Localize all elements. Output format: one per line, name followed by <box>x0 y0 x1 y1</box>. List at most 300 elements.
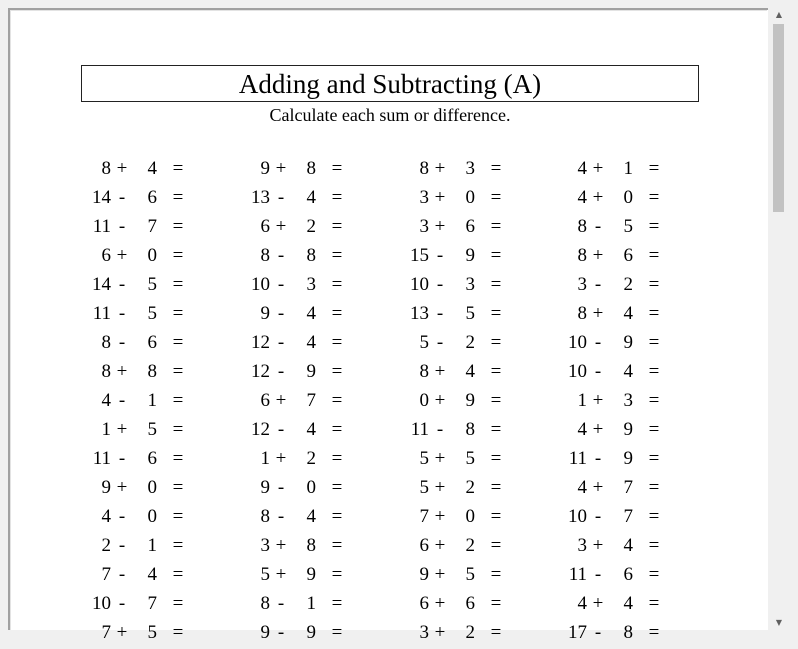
second-operand: 5 <box>465 303 475 324</box>
problem-row <box>236 560 356 589</box>
problem-row <box>77 357 197 386</box>
operator: + <box>592 303 604 324</box>
first-operand: 11 <box>410 419 429 440</box>
problem-row <box>77 444 197 473</box>
equals-sign: = <box>490 216 502 237</box>
second-operand: 9 <box>465 390 475 411</box>
second-operand: 7 <box>623 506 633 527</box>
equals-sign: = <box>648 535 660 556</box>
operator: + <box>275 390 287 411</box>
first-operand: 8 <box>260 245 270 266</box>
equals-sign: = <box>648 622 660 643</box>
equals-sign: = <box>490 564 502 585</box>
first-operand: 10 <box>568 332 587 353</box>
first-operand: 11 <box>92 216 111 237</box>
first-operand: 4 <box>577 477 587 498</box>
operator: - <box>277 187 285 208</box>
equals-sign: = <box>490 361 502 382</box>
operator: + <box>592 535 604 556</box>
operator: - <box>594 361 602 382</box>
equals-sign: = <box>490 477 502 498</box>
first-operand: 5 <box>419 448 429 469</box>
first-operand: 11 <box>568 564 587 585</box>
equals-sign: = <box>648 216 660 237</box>
problem-row <box>553 183 673 212</box>
operator: - <box>118 506 126 527</box>
second-operand: 0 <box>306 477 316 498</box>
operator: - <box>277 274 285 295</box>
operator: + <box>434 506 446 527</box>
problem-row <box>553 560 673 589</box>
first-operand: 9 <box>260 622 270 643</box>
problem-row <box>395 357 515 386</box>
scrollbar-thumb[interactable] <box>773 24 784 212</box>
problem-row <box>236 618 356 647</box>
second-operand: 5 <box>147 622 157 643</box>
second-operand: 6 <box>623 245 633 266</box>
equals-sign: = <box>172 535 184 556</box>
operator: + <box>434 448 446 469</box>
problem-row <box>395 328 515 357</box>
equals-sign: = <box>648 361 660 382</box>
first-operand: 6 <box>260 216 270 237</box>
operator: + <box>116 361 128 382</box>
operator: + <box>275 535 287 556</box>
operator: + <box>116 245 128 266</box>
second-operand: 2 <box>465 535 475 556</box>
first-operand: 4 <box>577 158 587 179</box>
first-operand: 9 <box>260 303 270 324</box>
second-operand: 5 <box>623 216 633 237</box>
second-operand: 6 <box>623 564 633 585</box>
operator: + <box>592 158 604 179</box>
second-operand: 4 <box>306 419 316 440</box>
second-operand: 4 <box>623 535 633 556</box>
problem-row <box>553 357 673 386</box>
first-operand: 14 <box>92 187 111 208</box>
first-operand: 8 <box>101 158 111 179</box>
second-operand: 9 <box>465 245 475 266</box>
problem-row <box>553 589 673 618</box>
problem-row <box>236 357 356 386</box>
equals-sign: = <box>331 506 343 527</box>
operator: - <box>594 448 602 469</box>
first-operand: 12 <box>251 361 270 382</box>
equals-sign: = <box>331 477 343 498</box>
first-operand: 7 <box>419 506 429 527</box>
problem-row <box>77 531 197 560</box>
problem-row <box>236 241 356 270</box>
operator: - <box>118 564 126 585</box>
equals-sign: = <box>172 564 184 585</box>
second-operand: 0 <box>147 477 157 498</box>
problem-row <box>395 618 515 647</box>
problem-row <box>236 444 356 473</box>
first-operand: 6 <box>101 245 111 266</box>
problem-row <box>236 154 356 183</box>
operator: - <box>118 535 126 556</box>
problem-row <box>77 328 197 357</box>
problem-row <box>553 444 673 473</box>
second-operand: 9 <box>623 419 633 440</box>
operator: - <box>277 332 285 353</box>
equals-sign: = <box>331 245 343 266</box>
operator: + <box>275 216 287 237</box>
first-operand: 11 <box>92 303 111 324</box>
second-operand: 5 <box>465 564 475 585</box>
second-operand: 7 <box>147 216 157 237</box>
first-operand: 10 <box>568 506 587 527</box>
problem-row <box>77 473 197 502</box>
problem-row <box>236 502 356 531</box>
first-operand: 10 <box>410 274 429 295</box>
problem-row <box>236 415 356 444</box>
scroll-down-arrow-icon[interactable]: ▼ <box>775 618 783 627</box>
operator: - <box>277 593 285 614</box>
equals-sign: = <box>172 361 184 382</box>
second-operand: 4 <box>147 158 157 179</box>
problem-row <box>553 241 673 270</box>
operator: - <box>436 303 444 324</box>
equals-sign: = <box>331 390 343 411</box>
second-operand: 5 <box>147 303 157 324</box>
problem-row <box>236 589 356 618</box>
second-operand: 4 <box>623 593 633 614</box>
operator: - <box>118 303 126 324</box>
first-operand: 4 <box>577 419 587 440</box>
problem-row <box>236 386 356 415</box>
first-operand: 12 <box>251 419 270 440</box>
first-operand: 12 <box>251 332 270 353</box>
equals-sign: = <box>490 419 502 440</box>
operator: - <box>594 622 602 643</box>
first-operand: 1 <box>260 448 270 469</box>
equals-sign: = <box>490 274 502 295</box>
operator: - <box>277 303 285 324</box>
first-operand: 3 <box>419 187 429 208</box>
operator: + <box>592 419 604 440</box>
second-operand: 1 <box>147 535 157 556</box>
problem-row <box>77 618 197 647</box>
first-operand: 2 <box>101 535 111 556</box>
operator: - <box>436 332 444 353</box>
second-operand: 2 <box>465 622 475 643</box>
second-operand: 7 <box>147 593 157 614</box>
first-operand: 6 <box>419 593 429 614</box>
equals-sign: = <box>331 361 343 382</box>
first-operand: 11 <box>568 448 587 469</box>
operator: + <box>434 622 446 643</box>
operator: - <box>594 506 602 527</box>
operator: + <box>592 593 604 614</box>
problem-row <box>236 270 356 299</box>
problem-row <box>553 531 673 560</box>
first-operand: 8 <box>101 332 111 353</box>
second-operand: 9 <box>306 622 316 643</box>
problem-row <box>553 618 673 647</box>
operator: + <box>434 535 446 556</box>
second-operand: 8 <box>306 158 316 179</box>
problem-row <box>395 473 515 502</box>
problem-row <box>395 183 515 212</box>
second-operand: 6 <box>465 593 475 614</box>
first-operand: 13 <box>410 303 429 324</box>
first-operand: 9 <box>260 158 270 179</box>
equals-sign: = <box>648 332 660 353</box>
problem-row <box>553 415 673 444</box>
equals-sign: = <box>172 506 184 527</box>
first-operand: 4 <box>577 187 587 208</box>
equals-sign: = <box>172 477 184 498</box>
first-operand: 4 <box>101 506 111 527</box>
second-operand: 0 <box>147 506 157 527</box>
second-operand: 4 <box>306 506 316 527</box>
second-operand: 5 <box>147 419 157 440</box>
second-operand: 5 <box>147 274 157 295</box>
first-operand: 1 <box>101 419 111 440</box>
operator: + <box>592 187 604 208</box>
problem-row <box>553 328 673 357</box>
first-operand: 3 <box>419 622 429 643</box>
scroll-up-arrow-icon[interactable]: ▲ <box>775 10 783 19</box>
problem-row <box>77 560 197 589</box>
operator: - <box>594 332 602 353</box>
second-operand: 6 <box>147 332 157 353</box>
operator: + <box>592 390 604 411</box>
problem-row <box>395 299 515 328</box>
problem-row <box>236 328 356 357</box>
second-operand: 8 <box>306 245 316 266</box>
second-operand: 7 <box>623 477 633 498</box>
second-operand: 0 <box>623 187 633 208</box>
first-operand: 8 <box>419 361 429 382</box>
problem-row <box>395 386 515 415</box>
problem-row <box>77 415 197 444</box>
second-operand: 9 <box>306 564 316 585</box>
equals-sign: = <box>331 158 343 179</box>
equals-sign: = <box>490 535 502 556</box>
problem-row <box>77 502 197 531</box>
operator: - <box>118 390 126 411</box>
equals-sign: = <box>172 158 184 179</box>
equals-sign: = <box>648 419 660 440</box>
first-operand: 8 <box>577 216 587 237</box>
second-operand: 2 <box>306 216 316 237</box>
second-operand: 4 <box>306 332 316 353</box>
second-operand: 1 <box>147 390 157 411</box>
equals-sign: = <box>648 390 660 411</box>
equals-sign: = <box>172 303 184 324</box>
problem-row <box>236 212 356 241</box>
operator: - <box>277 622 285 643</box>
equals-sign: = <box>490 506 502 527</box>
first-operand: 5 <box>419 477 429 498</box>
problem-row <box>395 212 515 241</box>
equals-sign: = <box>490 158 502 179</box>
second-operand: 2 <box>465 477 475 498</box>
problem-row <box>77 241 197 270</box>
second-operand: 8 <box>147 361 157 382</box>
operator: + <box>434 593 446 614</box>
problem-row <box>395 270 515 299</box>
first-operand: 15 <box>410 245 429 266</box>
problem-row <box>553 154 673 183</box>
operator: + <box>116 419 128 440</box>
second-operand: 8 <box>465 419 475 440</box>
first-operand: 5 <box>419 332 429 353</box>
second-operand: 4 <box>623 361 633 382</box>
equals-sign: = <box>331 187 343 208</box>
second-operand: 3 <box>465 158 475 179</box>
problem-row <box>395 241 515 270</box>
operator: + <box>275 448 287 469</box>
problem-row <box>553 270 673 299</box>
equals-sign: = <box>331 303 343 324</box>
operator: - <box>277 477 285 498</box>
second-operand: 2 <box>306 448 316 469</box>
problem-row <box>553 473 673 502</box>
operator: + <box>434 390 446 411</box>
operator: + <box>275 564 287 585</box>
equals-sign: = <box>331 564 343 585</box>
problem-row <box>236 473 356 502</box>
equals-sign: = <box>648 506 660 527</box>
second-operand: 8 <box>306 535 316 556</box>
second-operand: 3 <box>465 274 475 295</box>
second-operand: 9 <box>623 448 633 469</box>
equals-sign: = <box>490 245 502 266</box>
problem-row <box>395 560 515 589</box>
first-operand: 0 <box>419 390 429 411</box>
problem-row <box>77 299 197 328</box>
second-operand: 6 <box>465 216 475 237</box>
first-operand: 10 <box>568 361 587 382</box>
second-operand: 3 <box>306 274 316 295</box>
equals-sign: = <box>648 303 660 324</box>
operator: + <box>434 187 446 208</box>
second-operand: 1 <box>623 158 633 179</box>
vertical-scrollbar[interactable] <box>770 8 788 630</box>
first-operand: 5 <box>260 564 270 585</box>
problem-row <box>77 154 197 183</box>
document-viewport[interactable] <box>8 8 768 643</box>
operator: - <box>118 332 126 353</box>
operator: - <box>436 419 444 440</box>
second-operand: 0 <box>147 245 157 266</box>
second-operand: 6 <box>147 187 157 208</box>
problem-row <box>395 531 515 560</box>
first-operand: 8 <box>260 593 270 614</box>
operator: + <box>592 477 604 498</box>
first-operand: 8 <box>419 158 429 179</box>
operator: + <box>592 245 604 266</box>
operator: + <box>116 158 128 179</box>
equals-sign: = <box>172 419 184 440</box>
equals-sign: = <box>331 448 343 469</box>
operator: + <box>116 622 128 643</box>
equals-sign: = <box>490 303 502 324</box>
equals-sign: = <box>172 622 184 643</box>
second-operand: 4 <box>306 303 316 324</box>
operator: + <box>434 564 446 585</box>
second-operand: 4 <box>623 303 633 324</box>
operator: - <box>118 216 126 237</box>
problem-row <box>77 212 197 241</box>
equals-sign: = <box>331 593 343 614</box>
problem-row <box>395 154 515 183</box>
problem-row <box>77 270 197 299</box>
problem-row <box>236 531 356 560</box>
second-operand: 4 <box>306 187 316 208</box>
equals-sign: = <box>331 274 343 295</box>
second-operand: 9 <box>306 361 316 382</box>
problem-row <box>236 299 356 328</box>
problem-row <box>395 589 515 618</box>
first-operand: 7 <box>101 622 111 643</box>
first-operand: 10 <box>251 274 270 295</box>
first-operand: 1 <box>577 390 587 411</box>
equals-sign: = <box>331 216 343 237</box>
first-operand: 8 <box>577 303 587 324</box>
second-operand: 1 <box>306 593 316 614</box>
problem-row <box>395 502 515 531</box>
equals-sign: = <box>331 622 343 643</box>
equals-sign: = <box>648 245 660 266</box>
operator: - <box>118 274 126 295</box>
first-operand: 8 <box>260 506 270 527</box>
first-operand: 10 <box>92 593 111 614</box>
operator: - <box>436 274 444 295</box>
second-operand: 7 <box>306 390 316 411</box>
equals-sign: = <box>331 535 343 556</box>
second-operand: 2 <box>623 274 633 295</box>
first-operand: 7 <box>101 564 111 585</box>
first-operand: 8 <box>101 361 111 382</box>
second-operand: 4 <box>147 564 157 585</box>
equals-sign: = <box>648 448 660 469</box>
operator: - <box>594 564 602 585</box>
equals-sign: = <box>648 564 660 585</box>
equals-sign: = <box>172 187 184 208</box>
first-operand: 11 <box>92 448 111 469</box>
first-operand: 9 <box>101 477 111 498</box>
second-operand: 0 <box>465 187 475 208</box>
operator: + <box>116 477 128 498</box>
equals-sign: = <box>172 593 184 614</box>
equals-sign: = <box>490 448 502 469</box>
operator: + <box>434 477 446 498</box>
equals-sign: = <box>490 187 502 208</box>
operator: - <box>277 419 285 440</box>
problem-row <box>77 589 197 618</box>
operator: - <box>277 506 285 527</box>
operator: - <box>436 245 444 266</box>
second-operand: 9 <box>623 332 633 353</box>
worksheet-title: Adding and Subtracting (A) <box>81 65 699 102</box>
equals-sign: = <box>172 390 184 411</box>
worksheet-instructions: Calculate each sum or difference. <box>269 105 511 125</box>
equals-sign: = <box>331 332 343 353</box>
problem-row <box>395 415 515 444</box>
second-operand: 2 <box>465 332 475 353</box>
equals-sign: = <box>172 332 184 353</box>
equals-sign: = <box>331 419 343 440</box>
first-operand: 9 <box>419 564 429 585</box>
problem-row <box>77 386 197 415</box>
first-operand: 6 <box>419 535 429 556</box>
operator: + <box>275 158 287 179</box>
operator: - <box>118 448 126 469</box>
